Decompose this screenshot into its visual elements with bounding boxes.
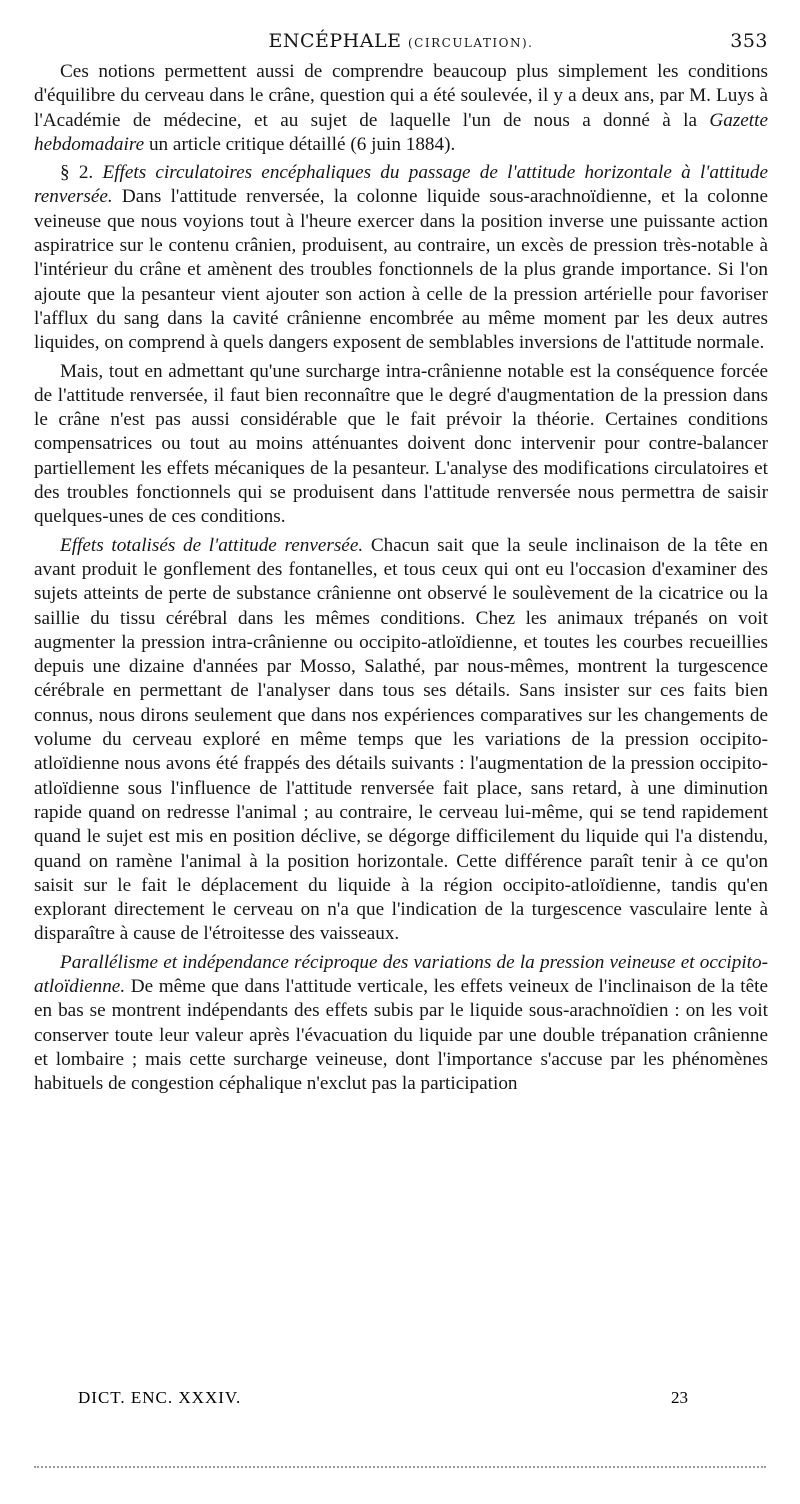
signature-mark: DICT. ENC. XXXIV. bbox=[78, 1388, 242, 1407]
paragraph-3 bbox=[34, 360, 768, 530]
running-title bbox=[34, 30, 768, 52]
section-heading: Effets circulatoires encéphaliques du passage de l'attitude horizontale à l'attitude renversée. bbox=[34, 162, 769, 208]
scan-artifact-line bbox=[34, 1466, 766, 1468]
paragraph-text: Ces notions permettent aussi de comprendre beaucoup plus simplement les conditions d'équilibre du cerveau dans le crâne, question qui a été soulevée, il y a deux ans, par M. Luys à l'Académie de médecine, et au sujet de laquelle l'un de nous a donné à la bbox=[34, 61, 768, 131]
paragraph-1 bbox=[34, 60, 768, 157]
gathering-number: 23 bbox=[671, 1388, 688, 1407]
running-title-sub: (CIRCULATION). bbox=[408, 36, 534, 50]
paragraph-text: Dans l'attitude renversée, la colonne liquide sous-arachnoïdienne, et la colonne veineuse que nous voyions tout à l'heure exercer dans la position inverse une puissante action aspiratrice sur le contenu crânien, produisent, au contraire, un excès de pression très-notable à l'intérieur du crâne et amènent des troubles fonctionnels de la plus grande importance. Si l'on ajoute que la pesanteur vient ajouter son action à celle de la pression artérielle pour favoriser l'afflux du sang dans la cavité crânienne encombrée au même moment par les deux autres liquides, on comprend à quels dangers exposent de semblables inversions de l'attitude normale. bbox=[34, 186, 768, 354]
paragraph-text: un article critique détaillé (6 juin 1884). bbox=[144, 133, 456, 155]
subsection-heading: Parallélisme et indépendance réciproque des variations de la pression veineuse et occipito-atloïdienne. bbox=[34, 951, 768, 997]
paragraph-text: Mais, tout en admettant qu'une surcharge intra-crânienne notable est la conséquence forcée de l'attitude renversée, il faut bien reconnaître que le degré d'augmentation de la pression dans le crâne n'est pas aussi considérable que le fait prévoir la théorie. Certaines conditions compensatrices ou tout au moins atténuantes doivent donc intervenir pour contre-balancer partiellement les effets mécaniques de la pesanteur. L'analyse des modifications circulatoires et des troubles fonctionnels qui se produisent dans l'attitude renversée nous permettra de saisir quelques-unes de ces conditions. bbox=[34, 360, 768, 528]
page-body bbox=[34, 60, 768, 1096]
paragraph-5 bbox=[34, 951, 768, 1097]
paragraph-2 bbox=[34, 161, 768, 355]
page-number: 353 bbox=[730, 30, 768, 52]
paragraph-text: De même que dans l'attitude verticale, les effets veineux de l'inclinaison de la tête en bas se montrent indépendants des effets subis par le liquide sous-arachnoïdien : on les voit conserver toute leur valeur après l'évacuation du liquide par une double trépanation crânienne et lombaire ; mais cette surcharge veineuse, dont l'importance s'accuse par les phénomènes habituels de congestion céphalique n'exclut pas la participation bbox=[34, 975, 768, 1095]
book-page bbox=[34, 26, 768, 1096]
paragraph-4 bbox=[34, 534, 768, 947]
paragraph-text: Chacun sait que la seule inclinaison de la tête en avant produit le gonflement des fontanelles, et tous ceux qui ont eu l'occasion d'examiner des sujets atteints de perte de substance crânienne ont observé le soulèvement de la cicatrice ou la saillie du tissu cérébral dans les mêmes conditions. Chez les animaux trépanés on voit augmenter la pression intra-crânienne ou occipito-atloïdienne, et toutes les courbes recueillies depuis une dizaine d'années par Mosso, Salathé, par nous-mêmes, montrent la turgescence cérébrale en permettant de l'analyser dans tous ses détails. Sans insister sur ces faits bien connus, nous dirons seulement que dans nos expériences comparatives sur les changements de volume du cerveau exploré en même temps que les variations de la pression occipito-atloïdienne nous avons été frappés des détails suivants : l'augmentation de la pression occipito-atloïdienne sous l'influence de l'attitude renversée fait place, sans retard, à une diminution rapide quand on redresse l'animal ; au contraire, le cerveau lui-même, qui se tend rapidement quand le sujet est mis en position déclive, se dégorge difficilement du liquide qui l'a distendu, quand on ramène l'animal à la position horizontale. Cette différence paraît tenir à ce qu'on saisit sur le fait le déplacement du liquide à la région occipito-atloïdienne, tandis qu'en explorant directement le cerveau on n'a que l'indication de la turgescence vasculaire lente à disparaître à cause de l'étroitesse des vaisseaux. bbox=[34, 534, 768, 945]
running-header bbox=[34, 26, 768, 60]
running-title-main: ENCÉPHALE bbox=[268, 30, 402, 52]
section-number: § 2. bbox=[60, 162, 94, 184]
subsection-heading: Effets totalisés de l'attitude renversée. bbox=[60, 534, 364, 556]
journal-title: Gazette hebdomadaire bbox=[34, 109, 768, 155]
